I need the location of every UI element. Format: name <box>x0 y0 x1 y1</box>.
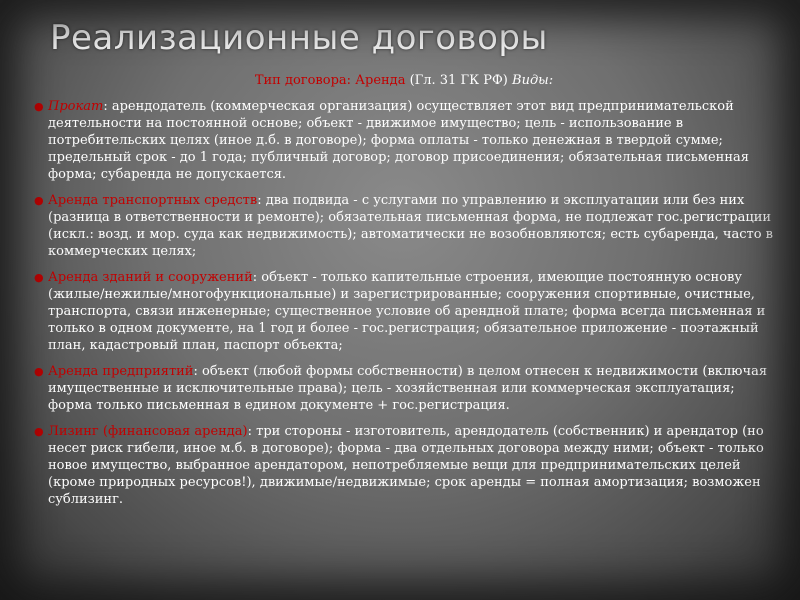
item-text: : три стороны - изготовитель, арендодатель (собственник) и арендатор (но несет риск гибели, иное м.б. в договоре); форма - два отдельных договора между ними; объект - только новое имущество, выбранное арендатором, непотребляемые вещи для предпринимательских целей (кроме природных ресурсов!), движимые/недвижимые; срок аренды = полная амортизация; возможен сублизинг. <box>48 424 764 507</box>
item-term: Аренда зданий и сооружений <box>48 270 253 285</box>
list-item-prokat <box>34 98 774 183</box>
item-term: Аренда предприятий <box>48 364 194 379</box>
bullet-icon: ● <box>34 425 44 438</box>
contract-type-label: Тип договора: Аренда <box>254 73 406 88</box>
lease-types-list <box>34 98 774 508</box>
item-text: : арендодатель (коммерческая организация) осуществляет этот вид предпринимательской деятельности на постоянной основе; объект - движимое имущество; цель - использование в потребительских целях (иное д.б. в договоре); форма оплаты - только денежная в твердой сумме; предельный срок - до 1 года; публичный договор; договор присоединения; обязательная письменная форма; субаренда не допускается. <box>48 99 749 182</box>
list-item-transport <box>34 192 774 260</box>
bullet-icon: ● <box>34 100 44 113</box>
item-text: : объект - только капительные строения, имеющие постоянную основу (жилые/нежилые/многофункциональные) и зарегистрированные; сооружения спортивные, очистные, транспорта, связи инженерные; существенное условие об арендной плате; форма всегда письменная и только в одном документе, на 1 год и более - гос.регистрация; обязательное приложение - поэтажный план, кадастровый план, паспорт объекта; <box>48 270 766 353</box>
chapter-reference: (Гл. 31 ГК РФ) <box>405 73 513 88</box>
item-text: : два подвида - с услугами по управлению и эксплуатации или без них (разница в ответственности и ремонте); обязательная письменная форма, не подлежат гос.регистрации (искл.: возд. и мор. суда как недвижимость); автоматически не возобновляются; есть субаренда, часто в коммерческих целях; <box>48 193 773 259</box>
item-term: Прокат <box>48 99 104 114</box>
bullet-icon: ● <box>34 365 44 378</box>
list-item-buildings <box>34 269 774 354</box>
slide-content <box>34 72 774 517</box>
slide-title: Реализационные договоры <box>50 18 548 58</box>
bullet-icon: ● <box>34 271 44 284</box>
subheading <box>34 72 774 89</box>
bullet-icon: ● <box>34 194 44 207</box>
list-item-enterprises <box>34 363 774 414</box>
list-item-leasing <box>34 423 774 508</box>
kinds-label: Виды: <box>512 73 554 88</box>
item-term: Аренда транспортных средств <box>48 193 258 208</box>
item-term: Лизинг (финансовая аренда) <box>48 424 248 439</box>
item-text: : объект (любой формы собственности) в целом отнесен к недвижимости (включая имущественные и исключительные права); цель - хозяйственная или коммерческая эксплуатация; форма только письменная в едином документе + гос.регистрация. <box>48 364 768 413</box>
